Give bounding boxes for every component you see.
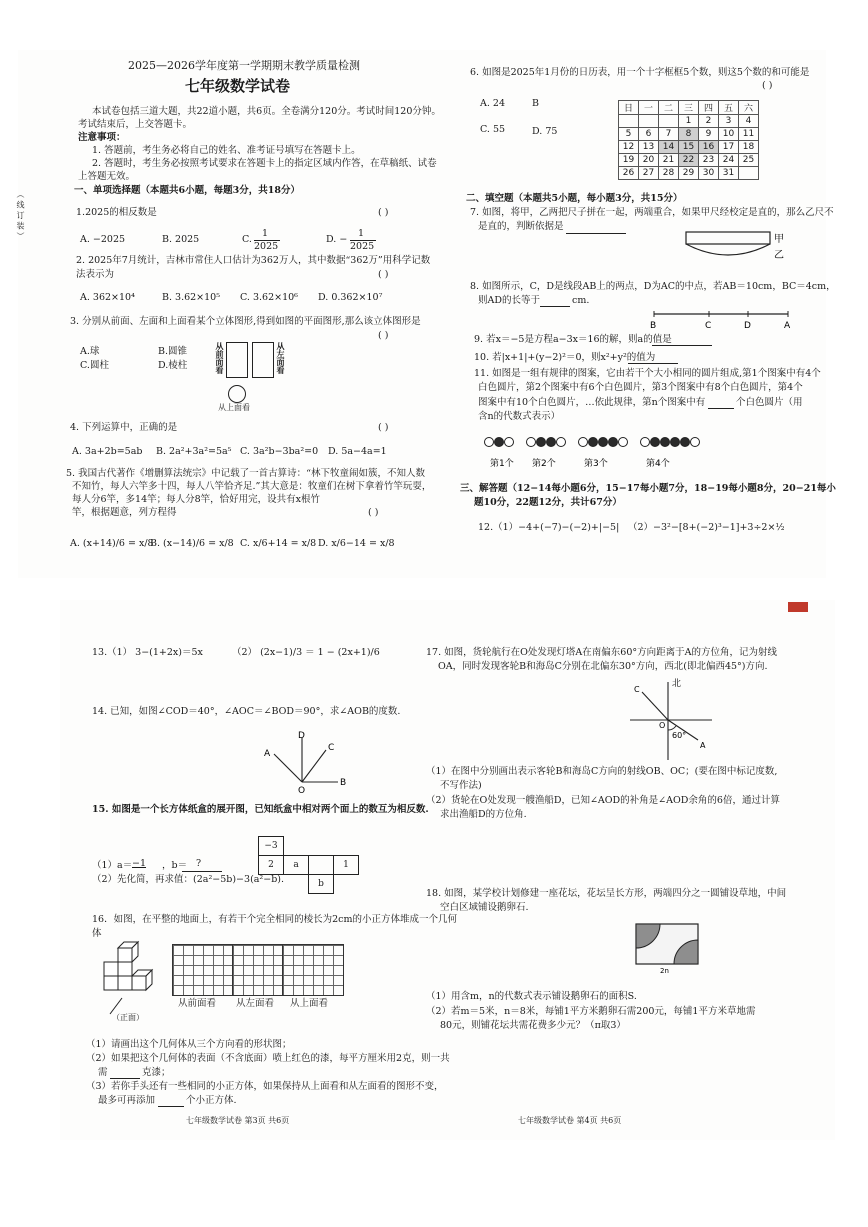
calendar-cell: 29 — [679, 167, 699, 180]
q15-a-value: −1 — [132, 858, 147, 869]
black-disc — [671, 438, 680, 447]
q18-stem-b: 空白区域铺设鹅卵石. — [440, 902, 529, 913]
ray-oa — [274, 754, 302, 782]
q1-opt-c-num: 1 — [262, 228, 269, 239]
q5-paren: ( ) — [368, 507, 379, 518]
q5-opt-c: C. x/6+14 = x/8 — [240, 538, 317, 549]
point-a: A — [784, 321, 791, 330]
black-disc — [599, 438, 608, 447]
calendar-cell: 10 — [719, 128, 739, 141]
q3-left-label: 从左面看 — [276, 342, 286, 374]
calendar-cell: 31 — [719, 167, 739, 180]
calendar-cell: 12 — [619, 141, 639, 154]
q18-flowerbed-figure — [632, 920, 704, 974]
calendar-head-cell: 一 — [639, 101, 659, 115]
calendar-head-cell: 三 — [679, 101, 699, 115]
q16-part-3c: 个小正方体. — [186, 1095, 237, 1106]
calendar-cell: 30 — [699, 167, 719, 180]
q3-top-view — [228, 385, 246, 403]
q1-stem: 1.2025的相反数是 — [76, 207, 157, 218]
white-disc — [579, 438, 588, 447]
calendar-cell — [739, 167, 759, 180]
ruler-jia — [686, 232, 770, 244]
q5-stem-a: 5. 我国古代著作《增删算法统宗》中记载了一首古算诗：“林下牧童闹如簇，不知人数 — [66, 468, 425, 479]
q5-stem-c: 每人分6竿，多14竿；每人分8竿，恰好用完，设共有x根竹 — [72, 494, 321, 505]
q3-opt-d: D.棱柱 — [158, 360, 188, 371]
calendar-cell-framed: 16 — [699, 141, 719, 154]
q11-pattern-figure — [480, 430, 800, 472]
q15-stem: 15. 如图是一个长方体纸盒的展开图，已知纸盒中相对两个面上的数互为相反数. — [92, 804, 429, 815]
calendar-row — [619, 154, 759, 167]
q6-opt-d: D. 75 — [532, 126, 558, 137]
cube — [118, 962, 132, 976]
q11-stem-e: 含n的代数式表示） — [478, 411, 561, 422]
point-d: D — [744, 321, 751, 330]
calendar-cell: 17 — [719, 141, 739, 154]
point-c: C — [705, 321, 712, 330]
calendar-row — [619, 115, 759, 128]
cube — [104, 976, 118, 990]
q2-opt-d: D. 0.362×10⁷ — [318, 292, 383, 303]
q17-part-1: （1）在图中分别画出表示客轮B和海岛C方向的射线OB、OC；(要在图中标记度数, — [426, 766, 778, 777]
ray-oc — [642, 692, 668, 720]
calendar-cell: 4 — [739, 115, 759, 128]
q16-grid-top — [282, 944, 344, 996]
calendar-cell: 23 — [699, 154, 719, 167]
calendar-cell: 27 — [639, 167, 659, 180]
q11-stem-c: 图案中有10个白色圆片，…依此规律，第n个图案中有 — [478, 397, 706, 408]
calendar-header — [619, 101, 759, 115]
calendar-cell: 9 — [699, 128, 719, 141]
q3-left-view — [252, 342, 274, 378]
q17-stem-b: OA，同时发现客轮B和海岛C分别在北偏东30°方向，西北(即北偏西45°)方向. — [438, 661, 768, 672]
q15-part-1: （1）a＝ — [92, 860, 133, 871]
q11-stem-a: 11. 如图是一组有规律的图案，它由若干个大小相同的圆片组成,第1个图案中有4个 — [474, 368, 821, 379]
q15-b-value: ? — [196, 858, 202, 869]
note-2a: 2. 答题时，考生务必按照考试要求在答题卡上的指定区域内作答，在草稿纸、试卷 — [92, 158, 437, 169]
q16-stem-b: 体 — [92, 928, 102, 939]
point-b: B — [650, 321, 657, 330]
q4-stem: 4. 下列运算中，正确的是 — [70, 422, 178, 433]
q9-stem: 9. 若x＝−5是方程a−3x＝16的解，则a的值是 — [474, 334, 672, 345]
calendar-cell: 2 — [699, 115, 719, 128]
point-a-label: A — [264, 749, 271, 759]
cube — [118, 976, 132, 990]
calendar-cell: 18 — [739, 141, 759, 154]
q10-answer-blank — [628, 363, 678, 364]
q1-opt-c: C. — [242, 234, 252, 245]
q18-part-2a: （2）若m＝5米，n＝8米，每铺1平方米鹅卵石需200元，每铺1平方米草地需 — [426, 1006, 756, 1017]
section-3-heading-a: 三、解答题（12−14每小题6分，15−17每小题7分，18−19每小题8分，20−21每小 — [460, 483, 836, 494]
point-d-label: D — [298, 731, 305, 741]
calendar-cell — [639, 115, 659, 128]
page-4-footer: 七年级数学试卷 第4页 共6页 — [518, 1116, 622, 1125]
white-disc — [485, 438, 494, 447]
page-3-footer: 七年级数学试卷 第3页 共6页 — [186, 1116, 290, 1125]
black-disc — [681, 438, 690, 447]
section-1-heading: 一、单项选择题（本题共6小题，每题3分，共18分） — [74, 185, 300, 196]
q16-view-top-label: 从上面看 — [290, 998, 329, 1009]
q6-opt-b: B — [532, 98, 539, 109]
q16-grid-front — [172, 944, 234, 996]
exam-title: 2025—2026学年度第一学期期末教学质量检测 — [128, 59, 360, 72]
point-b-label: B — [340, 778, 347, 788]
q2-stem-a: 2. 2025年7月统计，吉林市常住人口估计为362万人，其中数据“362万”用科学记数 — [76, 255, 431, 266]
q3-paren: ( ) — [378, 330, 389, 341]
calendar-cell: 20 — [639, 154, 659, 167]
q2-stem-b: 法表示为 — [76, 269, 115, 280]
q7-stem-b: 是直的，判断依据是 — [478, 221, 564, 232]
calendar-cell: 7 — [659, 128, 679, 141]
q3-opt-a: A.球 — [80, 346, 100, 357]
calendar-row — [619, 141, 759, 154]
q17-stem-a: 17. 如图，货轮航行在O处发现灯塔A在南偏东60°方向距离于A的方位角，记为射线 — [426, 647, 777, 658]
calendar-head-cell: 四 — [699, 101, 719, 115]
q17-part-2b: 求出渔船D的方位角. — [440, 809, 527, 820]
calendar-jan-2025 — [618, 100, 759, 180]
q3-front-view — [226, 342, 248, 378]
q16-front-label: （正面） — [112, 1013, 144, 1022]
q15-part-2: （2）先化简，再求值：(2a²−5b)−3(a²−b). — [92, 874, 285, 885]
q16-part-3b: 最多可再添加 — [98, 1095, 156, 1106]
q6-opt-a: A. 24 — [480, 98, 505, 109]
q13-part-1: 13.（1） 3−(1+2x)＝5x — [92, 647, 203, 658]
calendar-cell: 26 — [619, 167, 639, 180]
binding-side-mark: （ 线 订 装 ） — [16, 190, 25, 241]
q16-part-2a: （2）如果把这个几何体的表面（不含底面）喷上红色的漆，每平方厘米用2克，则一共 — [86, 1053, 450, 1064]
calendar-head-cell: 日 — [619, 101, 639, 115]
calendar-head-cell: 二 — [659, 101, 679, 115]
ray-oc — [302, 750, 326, 782]
q4-opt-a: A. 3a+2b=5ab — [72, 446, 143, 457]
q8-answer-blank — [540, 306, 570, 307]
white-disc — [527, 438, 536, 447]
q12-part-2: （2）−3²−[8+(−2)³−1]+3÷2×½ — [628, 522, 785, 533]
q4-opt-b: B. 2a²+3a²=5a⁵ — [156, 446, 232, 457]
q12-part-1: 12.（1）−4+(−7)−(−2)+|−5| — [478, 522, 620, 533]
q3-opt-b: B.圆锥 — [158, 346, 188, 357]
calendar-cell: 6 — [639, 128, 659, 141]
intro-2: 考试结束后，上交答题卡。 — [78, 119, 193, 130]
q1-opt-d: D. − — [326, 234, 348, 245]
q14-stem: 14. 已知，如图∠COD＝40°，∠AOC＝∠BOD＝90°，求∠AOB的度数. — [92, 706, 401, 717]
pattern-label: 第1个 — [490, 459, 514, 469]
exam-subtitle: 七年级数学试卷 — [185, 77, 291, 95]
q3-opt-c: C.圆柱 — [80, 360, 109, 371]
black-disc — [609, 438, 618, 447]
white-disc — [505, 438, 514, 447]
calendar-cell-framed: 22 — [679, 154, 699, 167]
q15-b-blank — [182, 871, 222, 872]
q14-angle-figure — [258, 730, 368, 796]
calendar-cell — [619, 115, 639, 128]
calendar-row — [619, 167, 759, 180]
black-disc — [537, 438, 546, 447]
q9-answer-blank — [652, 345, 712, 346]
black-disc — [661, 438, 670, 447]
intro-1: 本试卷包括三道大题，共22道小题，共6页。全卷满分120分。考试时间120分钟。 — [92, 106, 441, 117]
q4-opt-d: D. 5a−4a=1 — [328, 446, 387, 457]
black-disc — [651, 438, 660, 447]
white-disc — [641, 438, 650, 447]
q8-stem-b: 则AD的长等于 — [478, 295, 540, 306]
cube — [118, 948, 132, 962]
q2-paren: ( ) — [378, 269, 389, 280]
note-1: 1. 答题前，考生务必将自己的姓名、准考证号填写在答题卡上。 — [92, 145, 361, 156]
q6-paren: ( ) — [762, 80, 773, 91]
q3-stem: 3. 分别从前面、左面和上面看某个立体图形,得到如图的平面图形,那么该立体图形是 — [70, 316, 421, 327]
point-c-label: C — [328, 743, 335, 753]
q1-opt-d-num: 1 — [358, 228, 365, 239]
section-2-heading: 二、填空题（本题共5小题，每小题3分，共15分） — [466, 193, 683, 204]
point-c-label: C — [634, 685, 640, 694]
ruler-yi — [686, 244, 770, 255]
calendar-cell: 11 — [739, 128, 759, 141]
q11-stem-b: 白色圆片，第2个图案中有6个白色圆片，第3个图案中有8个白色圆片，第4个 — [478, 382, 803, 393]
q17-part-2a: （2）货轮在O处发现一艘渔船D，已知∠AOD的补角是∠AOD余角的6倍，通过计算 — [426, 795, 780, 806]
calendar-cell: 19 — [619, 154, 639, 167]
calendar-cell: 1 — [679, 115, 699, 128]
notes-title: 注意事项： — [78, 132, 126, 143]
red-tab — [788, 602, 808, 612]
point-o-label: O — [298, 786, 306, 796]
pattern-label: 第3个 — [584, 459, 608, 469]
calendar-cell: 28 — [659, 167, 679, 180]
section-3-heading-b: 题10分，22题12分，共计67分） — [474, 497, 622, 508]
q1-paren: ( ) — [378, 207, 389, 218]
angle-60-label: 60° — [672, 731, 687, 740]
q17-part-1b: 不写作法) — [440, 780, 482, 791]
calendar-row — [619, 128, 759, 141]
north-label: 北 — [672, 679, 682, 689]
cube — [104, 962, 118, 976]
q5-stem-b: 不知竹，每人六竿多十四，每人八竿恰齐足.”其大意是：牧童们在树下拿着竹竿玩耍， — [72, 481, 432, 492]
black-disc — [547, 438, 556, 447]
note-2b: 上答题无效。 — [78, 171, 136, 182]
calendar-cell: 25 — [739, 154, 759, 167]
q13-part-2: （2） (2x−1)/3 ＝ 1 − (2x+1)/6 — [232, 647, 380, 658]
q15-net — [258, 836, 362, 894]
ruler-jia-label: 甲 — [774, 234, 784, 245]
q16-part-2b: 需 — [98, 1067, 108, 1078]
q1-opt-a: A. −2025 — [80, 234, 126, 245]
calendar-cell — [659, 115, 679, 128]
calendar-cell-framed: 14 — [659, 141, 679, 154]
q2-opt-c: C. 3.62×10⁶ — [240, 292, 298, 303]
q5-stem-d: 竿，根据题意，列方程得 — [72, 507, 177, 518]
angle-arc-60 — [668, 726, 676, 730]
q7-answer-blank — [566, 233, 626, 234]
q18-part-2b: 80元，则铺花坛共需花费多少元？（π取3） — [440, 1020, 626, 1031]
cube — [132, 976, 146, 990]
pattern-label: 第2个 — [532, 459, 556, 469]
net-face-top: −3 — [258, 836, 284, 856]
q8-unit: cm. — [572, 295, 590, 306]
q6-stem: 6. 如图是2025年1月份的日历表，用一个十字框框5个数，则这5个数的和可能是 — [470, 67, 810, 78]
q2-opt-a: A. 362×10⁴ — [80, 292, 135, 303]
black-disc — [495, 438, 504, 447]
point-a-label: A — [700, 741, 706, 750]
q8-segment-figure — [648, 306, 798, 330]
calendar-cell: 13 — [639, 141, 659, 154]
q16-part-3a: （3）若你手头还有一些相同的小正方体，如果保持从上面看和从左面看的图形不变， — [86, 1081, 444, 1092]
q1-opt-d-den: 2025 — [350, 241, 375, 252]
q3-top-label: 从上面看 — [218, 403, 250, 412]
net-face-2: 2 — [258, 855, 284, 875]
net-face-a: a — [283, 855, 309, 875]
pattern-label: 第4个 — [646, 459, 670, 469]
q16-part-2c: 克漆； — [142, 1067, 171, 1078]
calendar-cell: 5 — [619, 128, 639, 141]
q7-rulers-figure — [680, 228, 790, 268]
q4-paren: ( ) — [378, 422, 389, 433]
ruler-yi-label: 乙 — [774, 250, 784, 261]
q5-opt-d: D. x/6−14 = x/8 — [318, 538, 395, 549]
black-disc — [589, 438, 598, 447]
q7-stem-a: 7. 如图，将甲，乙两把尺子拼在一起，两端重合，如果甲尺经校定是直的，那么乙尺不 — [470, 207, 834, 218]
q18-stem-a: 18. 如图，某学校计划修建一座花坛，花坛呈长方形，两端四分之一圆铺设草地，中间 — [426, 888, 787, 899]
calendar-head-cell: 六 — [739, 101, 759, 115]
calendar-cell: 21 — [659, 154, 679, 167]
q16-view-front-label: 从前面看 — [178, 998, 217, 1009]
q1-opt-c-den: 2025 — [254, 241, 279, 252]
q3-front-label: 从前面看 — [215, 342, 225, 374]
calendar-head-cell: 五 — [719, 101, 739, 115]
q4-opt-c: C. 3a²b−3ba²=0 — [240, 446, 319, 457]
q8-stem-a: 8. 如图所示，C，D是线段AB上的两点，D为AC的中点，若AB＝10cm，BC＝4cm， — [470, 281, 836, 292]
net-face-blank — [308, 855, 334, 875]
q18-part-1: （1）用含m，n的代数式表示铺设鹅卵石的面积S. — [426, 991, 637, 1002]
q5-opt-a: A. (x+14)/6 = x/8 — [70, 538, 154, 549]
q11-stem-d: 个白色圆片（用 — [736, 397, 803, 408]
q16-stem-a: 16．如图，在平整的地面上，有若干个完全相同的棱长为2cm的小正方体堆成一个几何 — [92, 914, 457, 925]
q16-part-1: （1）请画出这个几何体从三个方向看的形状图； — [86, 1039, 292, 1050]
q16-part-2-blank — [110, 1078, 140, 1079]
net-face-b: b — [308, 874, 334, 894]
q2-opt-b: B. 3.62×10⁵ — [162, 292, 221, 303]
q16-part-3-blank — [158, 1106, 184, 1107]
q6-opt-c: C. 55 — [480, 124, 506, 135]
q16-view-left-label: 从左面看 — [236, 998, 275, 1009]
point-o-label: O — [659, 721, 666, 730]
white-disc — [619, 438, 628, 447]
calendar-cell-framed: 15 — [679, 141, 699, 154]
dimension-label: 2n — [660, 967, 669, 974]
q5-opt-b: B. (x−14)/6 = x/8 — [150, 538, 234, 549]
q11-answer-blank — [708, 408, 734, 409]
q10-stem: 10. 若|x+1|+(y−2)²＝0，则x²+y²的值为 — [474, 352, 656, 363]
q17-direction-figure — [622, 676, 718, 762]
net-face-1: 1 — [333, 855, 359, 875]
white-disc — [557, 438, 566, 447]
q16-grid-left — [232, 944, 284, 996]
q15-part-1-b: ，b＝ — [162, 860, 188, 871]
calendar-cell: 24 — [719, 154, 739, 167]
calendar-cell: 3 — [719, 115, 739, 128]
calendar-cell-framed: 8 — [679, 128, 699, 141]
q1-opt-b: B. 2025 — [162, 234, 200, 245]
white-disc — [691, 438, 700, 447]
